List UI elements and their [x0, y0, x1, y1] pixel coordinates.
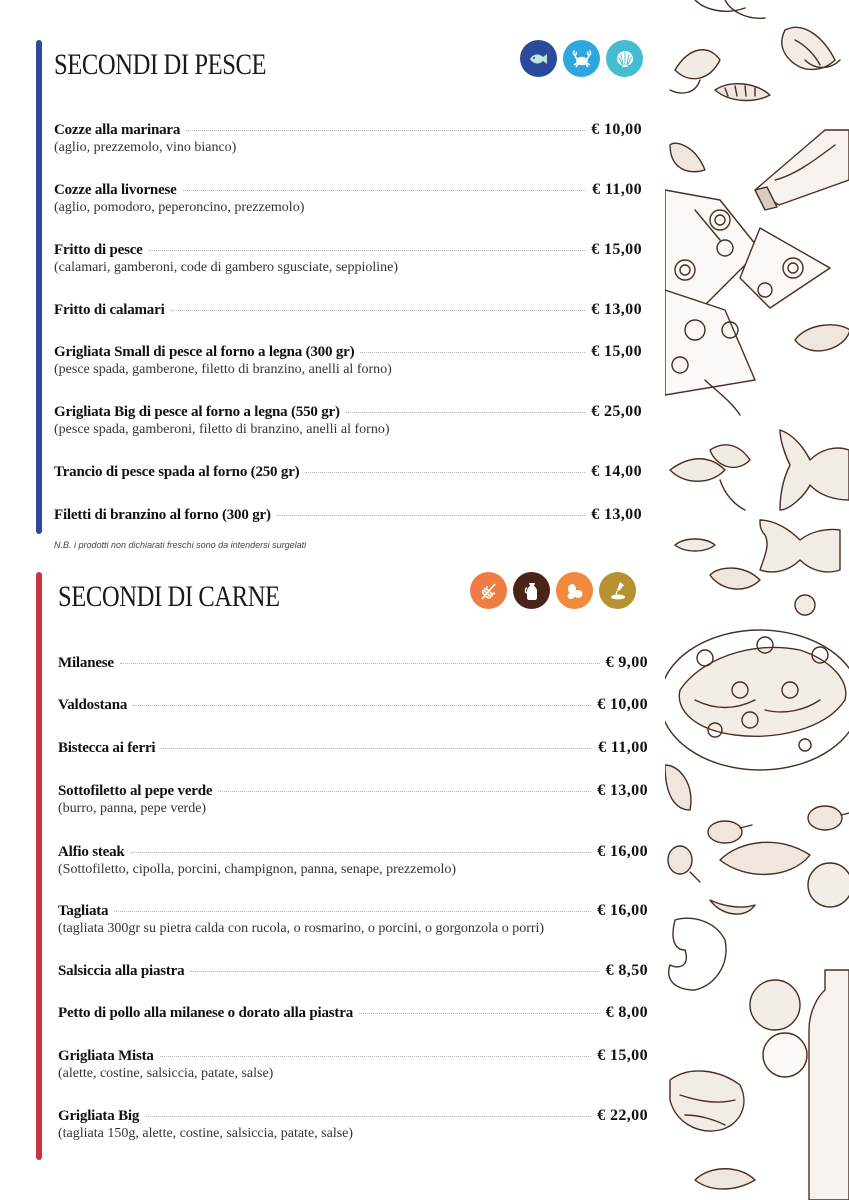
item-price: € 13,00 — [591, 506, 642, 523]
basil-leaf-icon — [670, 445, 750, 551]
item-price: € 25,00 — [591, 403, 642, 420]
item-price: € 13,00 — [591, 301, 642, 318]
pizza-icon — [665, 190, 830, 415]
item-price: € 14,00 — [591, 463, 642, 480]
item-name: Grigliata Big — [58, 1108, 140, 1124]
item-price: € 11,00 — [592, 181, 642, 198]
dot-leader — [360, 352, 585, 353]
item-name: Grigliata Small di pesce al forno a legna (300 gr) — [54, 344, 355, 360]
item-description: (aglio, pomodoro, peperoncino, prezzemolo) — [54, 200, 305, 215]
item-price: € 9,00 — [605, 654, 648, 671]
section-accent-bar-red — [36, 572, 42, 1160]
allergen-icons — [520, 40, 643, 77]
item-description: (alette, costine, salsiccia, patate, salse) — [58, 1066, 274, 1081]
allergen-icons — [470, 572, 636, 609]
tomato-icon — [763, 1033, 807, 1077]
section-title: SECONDI DI PESCE — [54, 48, 267, 81]
item-price: € 10,00 — [591, 121, 642, 138]
menu-item — [58, 843, 648, 878]
item-price: € 15,00 — [591, 241, 642, 258]
item-price: € 10,00 — [597, 696, 648, 713]
pasta-shell-icon — [665, 765, 691, 810]
dot-leader — [161, 748, 592, 749]
menu-item — [54, 301, 642, 319]
fish-icon — [520, 40, 557, 77]
menu-item — [58, 654, 648, 672]
dot-leader — [277, 515, 585, 516]
item-name: Petto di pollo alla milanese o dorato alla piastra — [58, 1005, 353, 1021]
item-description: (pesce spada, gamberoni, filetto di branzino, anelli al forno) — [54, 422, 390, 437]
menu-item — [54, 181, 642, 216]
item-description: (calamari, gamberoni, code di gambero sgusciate, seppioline) — [54, 260, 399, 275]
oil-bottle-icon — [809, 970, 849, 1200]
dot-leader — [114, 911, 591, 912]
dot-leader — [120, 663, 600, 664]
item-description: (tagliata 150g, alette, costine, salsiccia, patate, salse) — [58, 1126, 354, 1141]
item-description: (burro, panna, pepe verde) — [58, 801, 207, 816]
dot-leader — [149, 250, 586, 251]
milk-jug-icon — [513, 572, 550, 609]
dot-leader — [160, 1056, 591, 1057]
tagliatelle-icon — [782, 27, 840, 69]
item-name: Valdostana — [58, 697, 128, 713]
ravioli-icon — [750, 980, 800, 1030]
dot-leader — [171, 310, 586, 311]
item-name: Tagliata — [58, 903, 109, 919]
menu-item — [54, 463, 642, 481]
dot-leader — [305, 472, 585, 473]
menu-item — [58, 962, 648, 980]
item-description: (tagliata 300gr su pietra calda con rucola, o rosmarino, o porcini, o gorgonzola o porri) — [58, 921, 545, 936]
item-name: Fritto di pesce — [54, 242, 143, 258]
dot-leader — [131, 852, 592, 853]
garlic-clove-icon — [710, 900, 755, 914]
item-name: Alfio steak — [58, 844, 125, 860]
menu-item — [54, 241, 642, 276]
item-price: € 13,00 — [597, 782, 648, 799]
pasta-shell-icon — [715, 84, 770, 101]
item-name: Cozze alla livornese — [54, 182, 177, 198]
dot-leader — [186, 130, 585, 131]
item-price: € 11,00 — [598, 739, 648, 756]
crab-icon — [563, 40, 600, 77]
shell-icon — [606, 40, 643, 77]
item-price: € 15,00 — [591, 343, 642, 360]
item-price: € 16,00 — [597, 902, 648, 919]
menu-item — [54, 506, 642, 524]
section-title: SECONDI DI CARNE — [58, 580, 280, 613]
ravioli-icon — [795, 325, 849, 351]
menu-item — [58, 902, 648, 937]
item-name: Grigliata Mista — [58, 1048, 154, 1064]
dot-leader — [359, 1013, 600, 1014]
wheat-gluten-icon — [470, 572, 507, 609]
section-accent-bar-blue — [36, 40, 42, 534]
item-name: Fritto di calamari — [54, 302, 165, 318]
item-name: Cozze alla marinara — [54, 122, 181, 138]
item-name: Grigliata Big di pesce al forno a legna (550 gr) — [54, 404, 340, 420]
item-price: € 16,00 — [597, 843, 648, 860]
section-secondi-di-pesce — [36, 40, 656, 540]
menu-item — [58, 1047, 648, 1082]
pasta-shell-icon — [710, 568, 760, 589]
dot-leader — [190, 971, 599, 972]
menu-item — [58, 782, 648, 817]
item-description: (aglio, prezzemolo, vino bianco) — [54, 140, 237, 155]
dot-leader — [346, 412, 585, 413]
item-name: Trancio di pesce spada al forno (250 gr) — [54, 464, 300, 480]
menu-item — [54, 121, 642, 156]
item-price: € 15,00 — [597, 1047, 648, 1064]
item-price: € 8,50 — [605, 962, 648, 979]
item-name: Milanese — [58, 655, 114, 671]
item-price: € 22,00 — [597, 1107, 648, 1124]
basil-leaf-icon — [670, 0, 765, 93]
item-price: € 8,00 — [605, 1004, 648, 1021]
menu-item — [58, 1107, 648, 1142]
dot-leader — [183, 190, 586, 191]
item-name: Filetti di branzino al forno (300 gr) — [54, 507, 271, 523]
tomato-icon — [795, 595, 815, 615]
section-secondi-di-carne — [36, 572, 656, 1162]
item-name: Sottofiletto al pepe verde — [58, 783, 213, 799]
menu-item — [58, 739, 648, 757]
item-name: Bistecca ai ferri — [58, 740, 156, 756]
farfalle-icon — [760, 430, 849, 572]
mustard-sauce-icon — [599, 572, 636, 609]
eggs-icon — [556, 572, 593, 609]
dot-leader — [133, 705, 591, 706]
pepper-ring-icon — [669, 918, 726, 990]
pasta-shell-icon — [670, 143, 705, 171]
item-name: Salsiccia alla piastra — [58, 963, 185, 979]
item-description: (Sottofiletto, cipolla, porcini, champignon, panna, senape, prezzemolo) — [58, 862, 457, 877]
menu-item — [58, 1004, 648, 1022]
menu-item — [54, 343, 642, 378]
item-description: (pesce spada, gamberone, filetto di branzino, anelli al forno) — [54, 362, 392, 377]
frozen-products-note: N.B. i prodotti non dichiarati freschi sono da intendersi surgelati — [54, 540, 307, 550]
dot-leader — [218, 791, 591, 792]
pasta-shell-icon — [695, 1169, 755, 1189]
menu-item — [54, 403, 642, 438]
pasta-plate-icon — [665, 630, 849, 770]
menu-item — [58, 696, 648, 714]
wine-bottle-icon — [755, 130, 849, 210]
ravioli-icon — [808, 863, 849, 907]
food-illustration-panel — [665, 0, 849, 1200]
dot-leader — [145, 1116, 591, 1117]
pasta-shell-icon — [720, 842, 810, 874]
